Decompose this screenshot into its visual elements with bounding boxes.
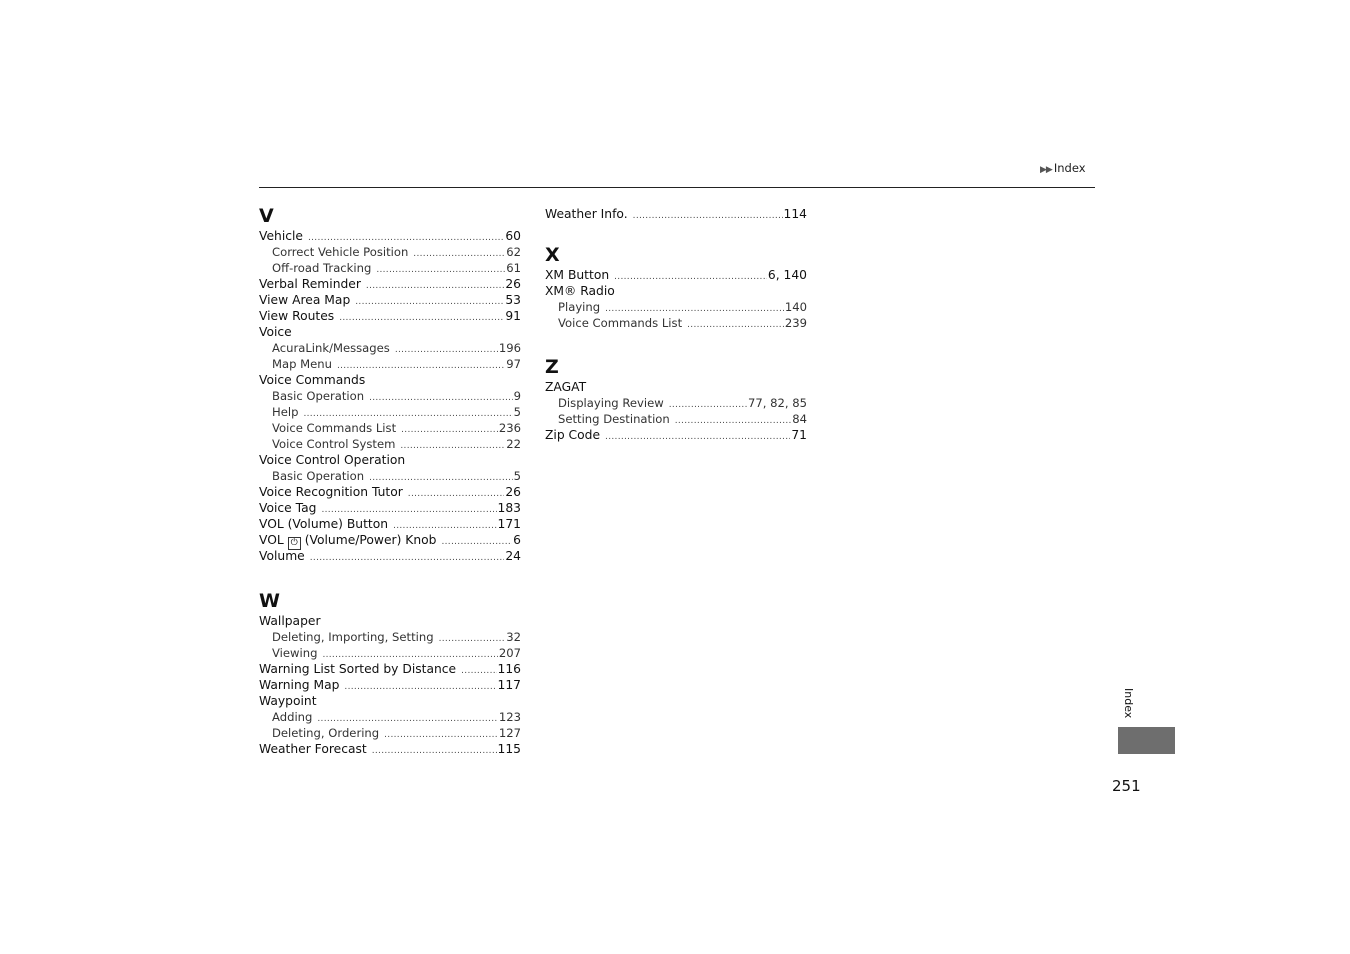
breadcrumb-label: Index bbox=[1053, 161, 1086, 175]
entry-label bbox=[545, 283, 620, 299]
entry-page: 62 bbox=[506, 245, 521, 259]
entry-page: 71 bbox=[791, 428, 807, 442]
entry-page: 171 bbox=[497, 517, 521, 531]
entry-label bbox=[272, 404, 303, 420]
leader-dots bbox=[372, 743, 497, 759]
index-entry bbox=[545, 427, 807, 443]
entry-page: 84 bbox=[792, 412, 807, 426]
entry-label bbox=[272, 260, 376, 276]
index-entry bbox=[259, 532, 521, 548]
index-entry bbox=[259, 324, 521, 340]
leader-dots bbox=[366, 278, 504, 294]
index-entry bbox=[545, 379, 807, 395]
entry-label bbox=[259, 613, 326, 629]
section-letter: W bbox=[259, 590, 280, 612]
leader-dots bbox=[369, 390, 513, 406]
entry-page: 239 bbox=[784, 316, 807, 330]
entry-label bbox=[558, 395, 669, 411]
entry-label bbox=[259, 693, 322, 709]
entry-label bbox=[272, 356, 337, 372]
entry-label-text: Voice Commands bbox=[259, 373, 366, 387]
index-subentry bbox=[259, 468, 521, 484]
entry-label bbox=[272, 645, 322, 661]
entry-page: 116 bbox=[497, 662, 521, 676]
index-entry bbox=[545, 283, 807, 299]
leader-dots bbox=[310, 550, 505, 566]
index-entry bbox=[259, 500, 521, 516]
leader-dots bbox=[439, 631, 506, 647]
entry-label bbox=[558, 411, 675, 427]
leader-dots bbox=[614, 269, 767, 285]
section-letter: V bbox=[259, 205, 274, 227]
entry-label-text: Displaying Review bbox=[558, 396, 664, 410]
entry-label bbox=[545, 427, 605, 443]
entry-label bbox=[558, 299, 605, 315]
index-section-x bbox=[545, 243, 807, 331]
entry-label-text: Voice Commands List bbox=[272, 421, 397, 435]
entry-label bbox=[259, 452, 410, 468]
index-entry bbox=[259, 276, 521, 292]
entry-label-text: Voice Control System bbox=[272, 437, 396, 451]
entry-page: 115 bbox=[497, 742, 521, 756]
entry-label-text: VOL bbox=[259, 533, 284, 547]
index-subentry bbox=[259, 420, 521, 436]
section-letter: X bbox=[545, 244, 560, 266]
power-icon: ⏻ bbox=[288, 537, 301, 550]
entry-page: 26 bbox=[505, 277, 521, 291]
index-subentry bbox=[259, 388, 521, 404]
entry-label-text: Off-road Tracking bbox=[272, 261, 372, 275]
index-entry bbox=[259, 484, 521, 500]
index-subentry bbox=[259, 725, 521, 741]
entry-label bbox=[545, 267, 614, 283]
entry-label bbox=[259, 372, 370, 388]
entry-label bbox=[259, 484, 408, 500]
leader-dots bbox=[395, 342, 498, 358]
index-entry bbox=[259, 228, 521, 244]
entry-label-text: Warning List Sorted by Distance bbox=[259, 662, 457, 676]
entry-label-text: Volume bbox=[259, 549, 305, 563]
entry-label-text: XM® Radio bbox=[545, 284, 615, 298]
leader-dots bbox=[413, 246, 505, 262]
entry-label-text: Wallpaper bbox=[259, 614, 321, 628]
index-entry bbox=[545, 206, 807, 222]
entry-label-text: VOL (Volume) Button bbox=[259, 517, 389, 531]
index-subentry bbox=[259, 356, 521, 372]
leader-dots bbox=[384, 727, 498, 743]
entry-label-text: Vehicle bbox=[259, 229, 303, 243]
index-subentry bbox=[545, 299, 807, 315]
entry-label-text: Weather Forecast bbox=[259, 742, 367, 756]
index-subentry bbox=[259, 645, 521, 661]
entry-page: 9 bbox=[513, 389, 521, 403]
entry-page: 6, 140 bbox=[767, 268, 807, 282]
index-subentry bbox=[259, 244, 521, 260]
index-entry bbox=[259, 741, 521, 757]
leader-dots bbox=[605, 429, 790, 445]
entry-label-text: Setting Destination bbox=[558, 412, 670, 426]
entry-page: 60 bbox=[505, 229, 521, 243]
entry-page: 117 bbox=[497, 678, 521, 692]
entry-label bbox=[558, 315, 687, 331]
index-entry bbox=[259, 661, 521, 677]
entry-label-text: ZAGAT bbox=[545, 380, 587, 394]
entry-label-text: XM Button bbox=[545, 268, 610, 282]
index-entry bbox=[259, 308, 521, 324]
entry-label bbox=[272, 340, 395, 356]
entry-page: 140 bbox=[784, 300, 807, 314]
side-tab bbox=[1118, 727, 1175, 754]
entry-label-text: Verbal Reminder bbox=[259, 277, 361, 291]
leader-dots bbox=[633, 208, 783, 224]
leader-dots bbox=[441, 534, 512, 550]
entry-page: 114 bbox=[783, 207, 807, 221]
entry-label bbox=[259, 228, 308, 244]
entry-label bbox=[259, 661, 461, 677]
entry-label bbox=[259, 324, 297, 340]
entry-label-text: Voice Commands List bbox=[558, 316, 683, 330]
entry-label-text: Voice Recognition Tutor bbox=[259, 485, 403, 499]
entry-page: 207 bbox=[498, 646, 521, 660]
index-entry bbox=[259, 548, 521, 564]
index-subentry bbox=[259, 629, 521, 645]
entry-page: 24 bbox=[505, 549, 521, 563]
entry-label-text: Viewing bbox=[272, 646, 318, 660]
index-subentry bbox=[259, 340, 521, 356]
entry-label-text: Warning Map bbox=[259, 678, 340, 692]
entry-label bbox=[545, 379, 591, 395]
entry-label-text: Map Menu bbox=[272, 357, 332, 371]
entry-page: 183 bbox=[497, 501, 521, 515]
entry-page: 123 bbox=[498, 710, 521, 724]
index-subentry bbox=[545, 315, 807, 331]
entry-label-text: Deleting, Ordering bbox=[272, 726, 380, 740]
index-subentry bbox=[545, 395, 807, 411]
index-entry bbox=[545, 267, 807, 283]
entry-label bbox=[259, 741, 372, 757]
entry-page: 196 bbox=[498, 341, 521, 355]
entry-page: 32 bbox=[506, 630, 521, 644]
section-letter: Z bbox=[545, 356, 559, 378]
entry-label bbox=[259, 308, 339, 324]
entry-label bbox=[259, 292, 355, 308]
entry-label-text: Help bbox=[272, 405, 299, 419]
entry-label-text: Voice Control Operation bbox=[259, 453, 406, 467]
leader-dots bbox=[376, 262, 505, 278]
entry-label-text: Basic Operation bbox=[272, 469, 365, 483]
entry-page: 77, 82, 85 bbox=[748, 396, 807, 410]
entry-label bbox=[272, 725, 384, 741]
entry-label-text-2: (Volume/Power) Knob bbox=[304, 533, 437, 547]
entry-page: 127 bbox=[498, 726, 521, 740]
entry-label bbox=[259, 500, 321, 516]
entry-label-text: View Routes bbox=[259, 309, 335, 323]
entry-label-text: Waypoint bbox=[259, 694, 317, 708]
index-subentry bbox=[545, 411, 807, 427]
breadcrumb bbox=[1040, 161, 1086, 175]
entry-label bbox=[272, 709, 317, 725]
index-subentry bbox=[259, 260, 521, 276]
entry-label bbox=[545, 206, 633, 222]
leader-dots bbox=[344, 679, 496, 695]
index-section-w-continued bbox=[545, 206, 807, 222]
entry-page: 236 bbox=[498, 421, 521, 435]
entry-page: 61 bbox=[506, 261, 521, 275]
entry-label bbox=[272, 436, 400, 452]
index-entry bbox=[259, 677, 521, 693]
entry-label-text: Basic Operation bbox=[272, 389, 365, 403]
entry-label bbox=[259, 516, 393, 532]
entry-label bbox=[272, 388, 369, 404]
entry-label-text: Voice bbox=[259, 325, 292, 339]
entry-page: 91 bbox=[505, 309, 521, 323]
entry-page: 26 bbox=[505, 485, 521, 499]
entry-page: 53 bbox=[505, 293, 521, 307]
entry-label bbox=[272, 629, 439, 645]
entry-label-text: View Area Map bbox=[259, 293, 351, 307]
entry-page: 6 bbox=[513, 533, 521, 547]
index-section-v bbox=[259, 204, 521, 564]
entry-page: 5 bbox=[513, 405, 521, 419]
entry-label bbox=[259, 548, 310, 564]
entry-label bbox=[272, 468, 369, 484]
side-tab-label: Index bbox=[1122, 688, 1135, 719]
entry-label-text: AcuraLink/Messages bbox=[272, 341, 390, 355]
leader-dots bbox=[355, 294, 504, 310]
index-subentry bbox=[259, 709, 521, 725]
index-section-w bbox=[259, 589, 521, 757]
leader-dots bbox=[400, 438, 505, 454]
entry-label-text: Adding bbox=[272, 710, 313, 724]
entry-label-text: Voice Tag bbox=[259, 501, 317, 515]
leader-dots bbox=[687, 317, 784, 333]
leader-dots bbox=[669, 397, 747, 413]
entry-label-text: Playing bbox=[558, 300, 601, 314]
leader-dots bbox=[339, 310, 504, 326]
header-rule bbox=[259, 187, 1095, 188]
entry-label bbox=[259, 677, 344, 693]
leader-dots bbox=[408, 486, 505, 502]
entry-page: 22 bbox=[506, 437, 521, 451]
leader-dots bbox=[401, 422, 498, 438]
entry-label-text: Weather Info. bbox=[545, 207, 628, 221]
index-entry bbox=[259, 292, 521, 308]
entry-label bbox=[259, 276, 366, 292]
index-entry bbox=[259, 372, 521, 388]
leader-dots bbox=[675, 413, 792, 429]
entry-label bbox=[272, 244, 413, 260]
entry-label-text: Correct Vehicle Position bbox=[272, 245, 409, 259]
entry-page: 97 bbox=[506, 357, 521, 371]
entry-page: 5 bbox=[513, 469, 521, 483]
entry-label-text: Deleting, Importing, Setting bbox=[272, 630, 434, 644]
index-subentry bbox=[259, 436, 521, 452]
index-subentry bbox=[259, 404, 521, 420]
index-entry bbox=[259, 452, 521, 468]
index-section-z bbox=[545, 355, 807, 443]
index-entry bbox=[259, 693, 521, 709]
leader-dots bbox=[461, 663, 496, 679]
entry-label bbox=[272, 420, 401, 436]
page-number: 251 bbox=[1112, 777, 1141, 795]
index-entry bbox=[259, 613, 521, 629]
double-arrow-icon: ▶▶ bbox=[1040, 165, 1052, 175]
entry-label-text: Zip Code bbox=[545, 428, 601, 442]
index-entry bbox=[259, 516, 521, 532]
